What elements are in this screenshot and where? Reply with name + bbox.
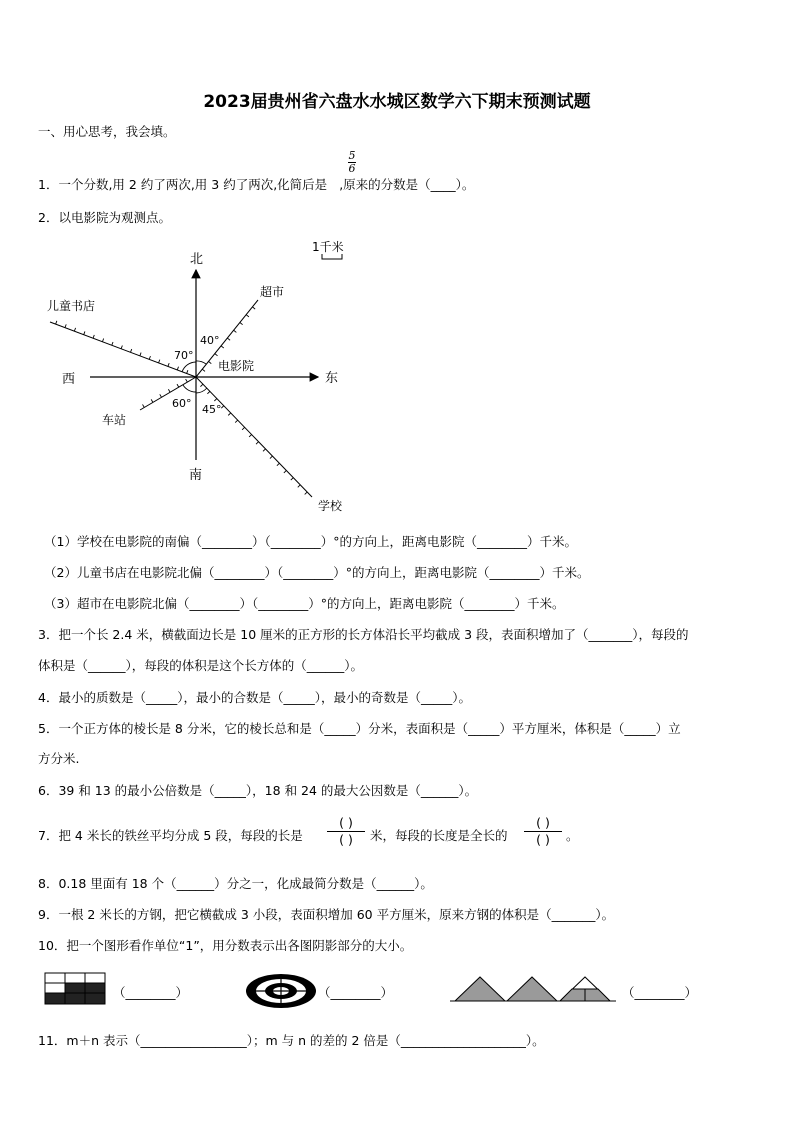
tick-mark: [65, 324, 66, 327]
tick-mark: [270, 456, 273, 458]
direction-map: [40, 235, 380, 525]
blank-numerator: ( ): [536, 815, 550, 830]
question-10-blank-3: （________）: [622, 985, 698, 1000]
tick-mark: [256, 442, 259, 444]
question-4: 4．最小的质数是（_____），最小的合数是（_____），最小的奇数是（_____）。: [38, 690, 471, 705]
tick-mark: [130, 349, 131, 352]
tick-mark: [151, 399, 153, 402]
grid-figure: [44, 972, 108, 1006]
question-1: [38, 175, 474, 193]
page-title: 2023届贵州省六盘水水城区数学六下期末预测试题: [203, 92, 591, 112]
tick-mark: [277, 463, 280, 465]
section-heading: 一、用心思考，我会填。: [38, 124, 176, 139]
west-label: 西: [62, 372, 76, 387]
scale-label: 1千米: [312, 240, 344, 254]
tick-mark: [305, 492, 308, 494]
tick-mark: [159, 360, 160, 363]
question-10-blank-2: （________）: [318, 985, 394, 1000]
question-3-line-1: 3．把一个长 2.4 米，横截面边长是 10 厘米的正方形的长方体沿长平均截成 3 段，表面积增加了（_______），每段的: [38, 627, 689, 642]
blank-denominator: ( ): [339, 832, 353, 847]
tick-mark: [284, 470, 287, 472]
tick-mark: [186, 379, 188, 382]
question-11: 11．m＋n 表示（_________________）；m 与 n 的差的 2 倍是（____________________）。: [38, 1033, 545, 1048]
question-2: 2．以电影院为观测点。: [38, 210, 171, 225]
tick-mark: [209, 361, 212, 363]
target-figure: [244, 972, 318, 1010]
question-1-answer: ,原来的分数是（____）。: [339, 177, 475, 192]
question-9: 9．一根 2 米长的方钢，把它横截成 3 小段，表面积增加 60 平方厘米，原来方钢的体积是（_______）。: [38, 907, 615, 922]
tick-mark: [74, 328, 75, 331]
tick-mark: [214, 399, 217, 401]
east-label: 东: [325, 371, 339, 386]
question-10-blank-1: （________）: [113, 985, 189, 1000]
supermarket-label: 超市: [260, 285, 285, 299]
fraction-five-sixths: [348, 150, 356, 175]
tick-mark: [235, 420, 238, 422]
angle-label-60: 60°: [172, 397, 192, 410]
tick-mark: [249, 435, 252, 437]
tick-mark: [177, 384, 179, 387]
angle-label-40: 40°: [200, 334, 220, 347]
tick-mark: [234, 330, 237, 332]
tick-mark: [102, 338, 103, 341]
tick-mark: [168, 389, 170, 392]
question-7-end: 。: [566, 828, 579, 843]
tick-mark: [298, 485, 301, 487]
tick-mark: [84, 331, 85, 334]
station-label: 车站: [102, 413, 127, 427]
bookstore-label: 儿童书店: [47, 299, 96, 313]
tick-mark: [112, 342, 113, 345]
angle-arc-40: [196, 361, 206, 364]
school-label: 学校: [318, 499, 343, 513]
tick-mark: [215, 354, 218, 356]
question-2-sub-1: （1）学校在电影院的南偏（________）（________）°的方向上，距离电影院（________）千米。: [44, 534, 577, 549]
tick-mark: [93, 335, 94, 338]
angle-arc-60: [183, 385, 196, 392]
tick-mark: [227, 338, 230, 340]
question-1-text: 1．一个分数,用 2 约了两次,用 3 约了两次,化简后是: [38, 177, 328, 192]
question-7-text: 7．把 4 米长的铁丝平均分成 5 段，每段的长是: [38, 828, 303, 843]
question-5-line-2: 方分米.: [38, 751, 80, 766]
question-7-fraction-2: [524, 815, 562, 848]
tick-mark: [143, 404, 145, 407]
question-2-sub-3: （3）超市在电影院北偏（________）（________）°的方向上，距离电影院（________）千米。: [44, 596, 565, 611]
tick-mark: [246, 315, 249, 317]
angle-label-45: 45°: [202, 403, 222, 416]
tick-mark: [140, 353, 141, 356]
fraction-numerator: 5: [348, 149, 356, 162]
tick-mark: [240, 322, 243, 324]
blank-numerator: ( ): [339, 815, 353, 830]
angle-arc-45: [196, 388, 207, 393]
question-2-sub-2: （2）儿童书店在电影院北偏（________）（________）°的方向上，距离电影院（________）千米。: [44, 565, 590, 580]
scale-bar: [322, 254, 342, 259]
triangles-figure: [450, 974, 616, 1004]
question-10: 10．把一个图形看作单位“1”，用分数表示出各图阴影部分的大小。: [38, 938, 413, 953]
tick-mark: [121, 346, 122, 349]
question-6: 6．39 和 13 的最小公倍数是（_____），18 和 24 的最大公因数是（______）。: [38, 783, 478, 798]
tick-mark: [56, 321, 57, 324]
tick-mark: [168, 363, 169, 366]
angle-arc-70: [182, 362, 196, 372]
question-3-line-2: 体积是（______），每段的体积是这个长方体的（______）。: [38, 658, 364, 673]
tick-mark: [291, 478, 294, 480]
tick-mark: [200, 384, 203, 386]
angle-label-70: 70°: [174, 349, 194, 362]
tick-mark: [207, 391, 210, 393]
south-label: 南: [189, 468, 203, 483]
tick-mark: [187, 370, 188, 373]
tick-mark: [228, 413, 231, 415]
north-label: 北: [190, 252, 204, 267]
tick-mark: [242, 427, 245, 429]
blank-denominator: ( ): [536, 832, 550, 847]
question-7-middle: 米，每段的长度是全长的: [370, 828, 508, 843]
tick-mark: [160, 394, 162, 397]
tick-mark: [221, 406, 224, 408]
tick-mark: [263, 449, 266, 451]
tick-mark: [149, 356, 150, 359]
school-ray: [196, 377, 312, 497]
question-5-line-1: 5．一个正方体的棱长是 8 分米，它的棱长总和是（_____）分米，表面积是（_____）平方厘米，体积是（_____）立: [38, 721, 681, 736]
tick-mark: [252, 307, 255, 309]
tick-mark: [221, 346, 224, 348]
question-8: 8．0.18 里面有 18 个（______）分之一，化成最简分数是（______）。: [38, 876, 433, 891]
tick-mark: [177, 367, 178, 370]
fraction-denominator: 6: [348, 162, 356, 175]
tick-mark: [202, 369, 205, 371]
question-7-fraction-1: [327, 815, 365, 848]
cinema-label: 电影院: [218, 359, 255, 373]
